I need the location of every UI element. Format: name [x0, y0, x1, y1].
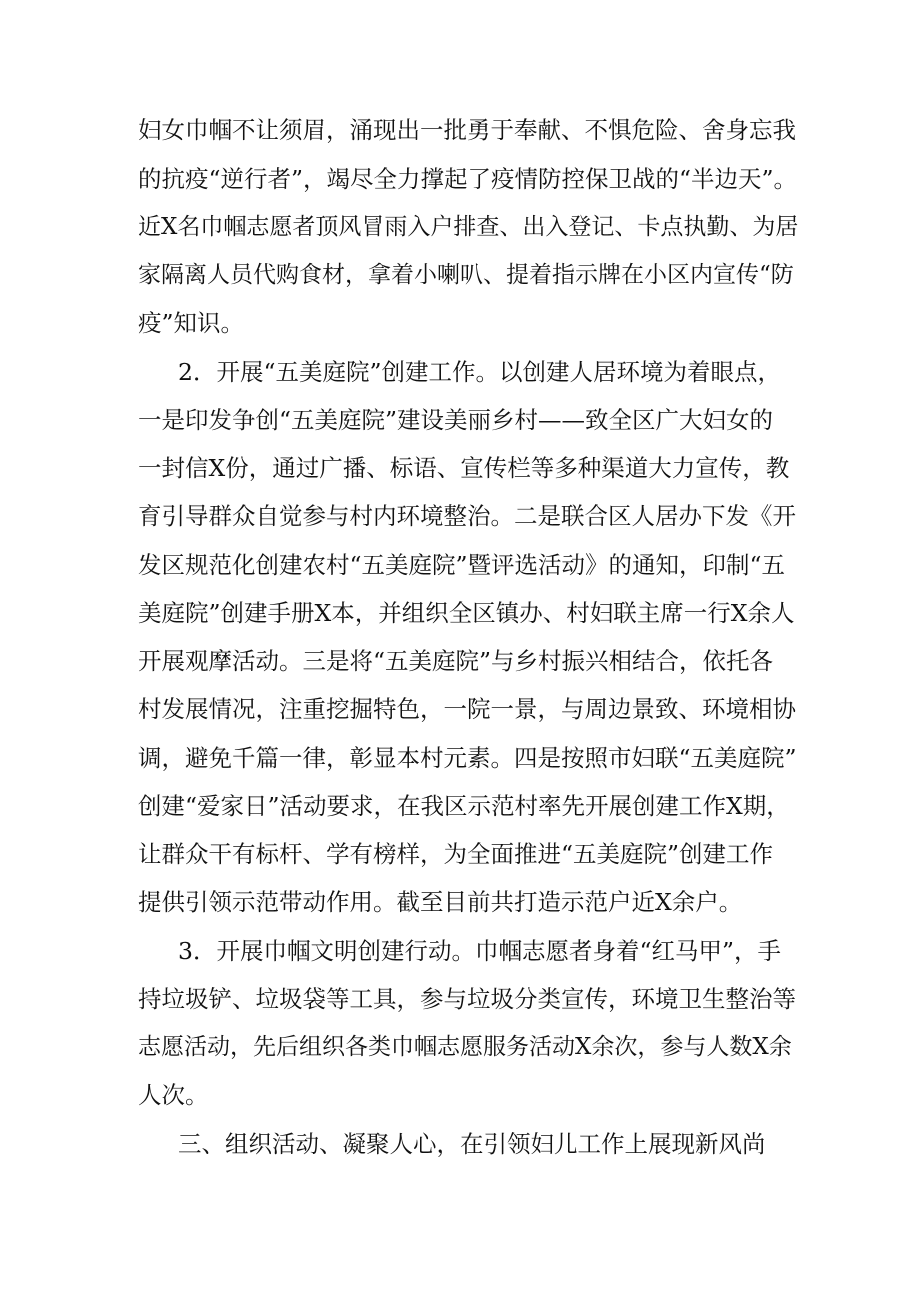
text-line: 育引导群众自觉参与村内环境整治。二是联合区人居办下发《开 [138, 502, 796, 530]
text-line: 开展观摩活动。三是将“五美庭院”与乡村振兴相结合，依托各 [138, 647, 774, 675]
text-line: 发区规范化创建农村“五美庭院”暨评选活动》的通知，印制“五 [138, 551, 786, 579]
text-line: 调，避免千篇一律，彰显本村元素。四是按照市妇联“五美庭院” [138, 744, 797, 772]
text-line: 一封信X份，通过广播、标语、宣传栏等多种渠道大力宣传，教 [138, 454, 790, 482]
text-line: 一是印发争创“五美庭院”建设美丽乡村——致全区广大妇女的 [138, 406, 774, 434]
text-line: 让群众干有标杆、学有榜样，为全面推进“五美庭院”创建工作 [138, 840, 774, 868]
text-line: 的抗疫“逆行者”，竭尽全力撑起了疫情防控保卫战的“半边天”。 [138, 165, 798, 193]
section-3-heading-line: 3．开展巾帼文明创建行动。巾帼志愿者身着“红马甲”，手 [178, 937, 781, 965]
text-line: 人次。 [138, 1081, 209, 1109]
chapter-3-heading: 三、组织活动、凝聚人心，在引领妇儿工作上展现新风尚 [178, 1130, 766, 1158]
text-line: 创建“爱家日”活动要求，在我区示范村率先开展创建工作X期， [138, 792, 790, 820]
text-line: 持垃圾铲、垃圾袋等工具，参与垃圾分类宣传，环境卫生整治等 [138, 985, 796, 1013]
text-line: 妇女巾帼不让须眉，涌现出一批勇于奉献、不惧危险、舍身忘我 [138, 116, 796, 144]
text-line: 疫”知识。 [138, 309, 245, 337]
section-2-heading-line: 2．开展“五美庭院”创建工作。以创建人居环境为着眼点， [178, 358, 781, 386]
text-line: 村发展情况，注重挖掘特色，一院一景，与周边景致、环境相协 [138, 695, 796, 723]
text-line: 近X名巾帼志愿者顶风冒雨入户排查、出入登记、卡点执勤、为居 [138, 214, 799, 240]
text-line: 家隔离人员代购食材，拿着小喇叭、提着指示牌在小区内宣传“防 [138, 262, 794, 288]
text-line: 美庭院”创建手册X本，并组织全区镇办、村妇联主席一行X余人 [138, 599, 795, 627]
text-line: 志愿活动，先后组织各类巾帼志愿服务活动X余次，参与人数X余 [138, 1034, 792, 1060]
text-line: 提供引领示范带动作用。截至目前共打造示范户近X余户。 [138, 888, 743, 916]
